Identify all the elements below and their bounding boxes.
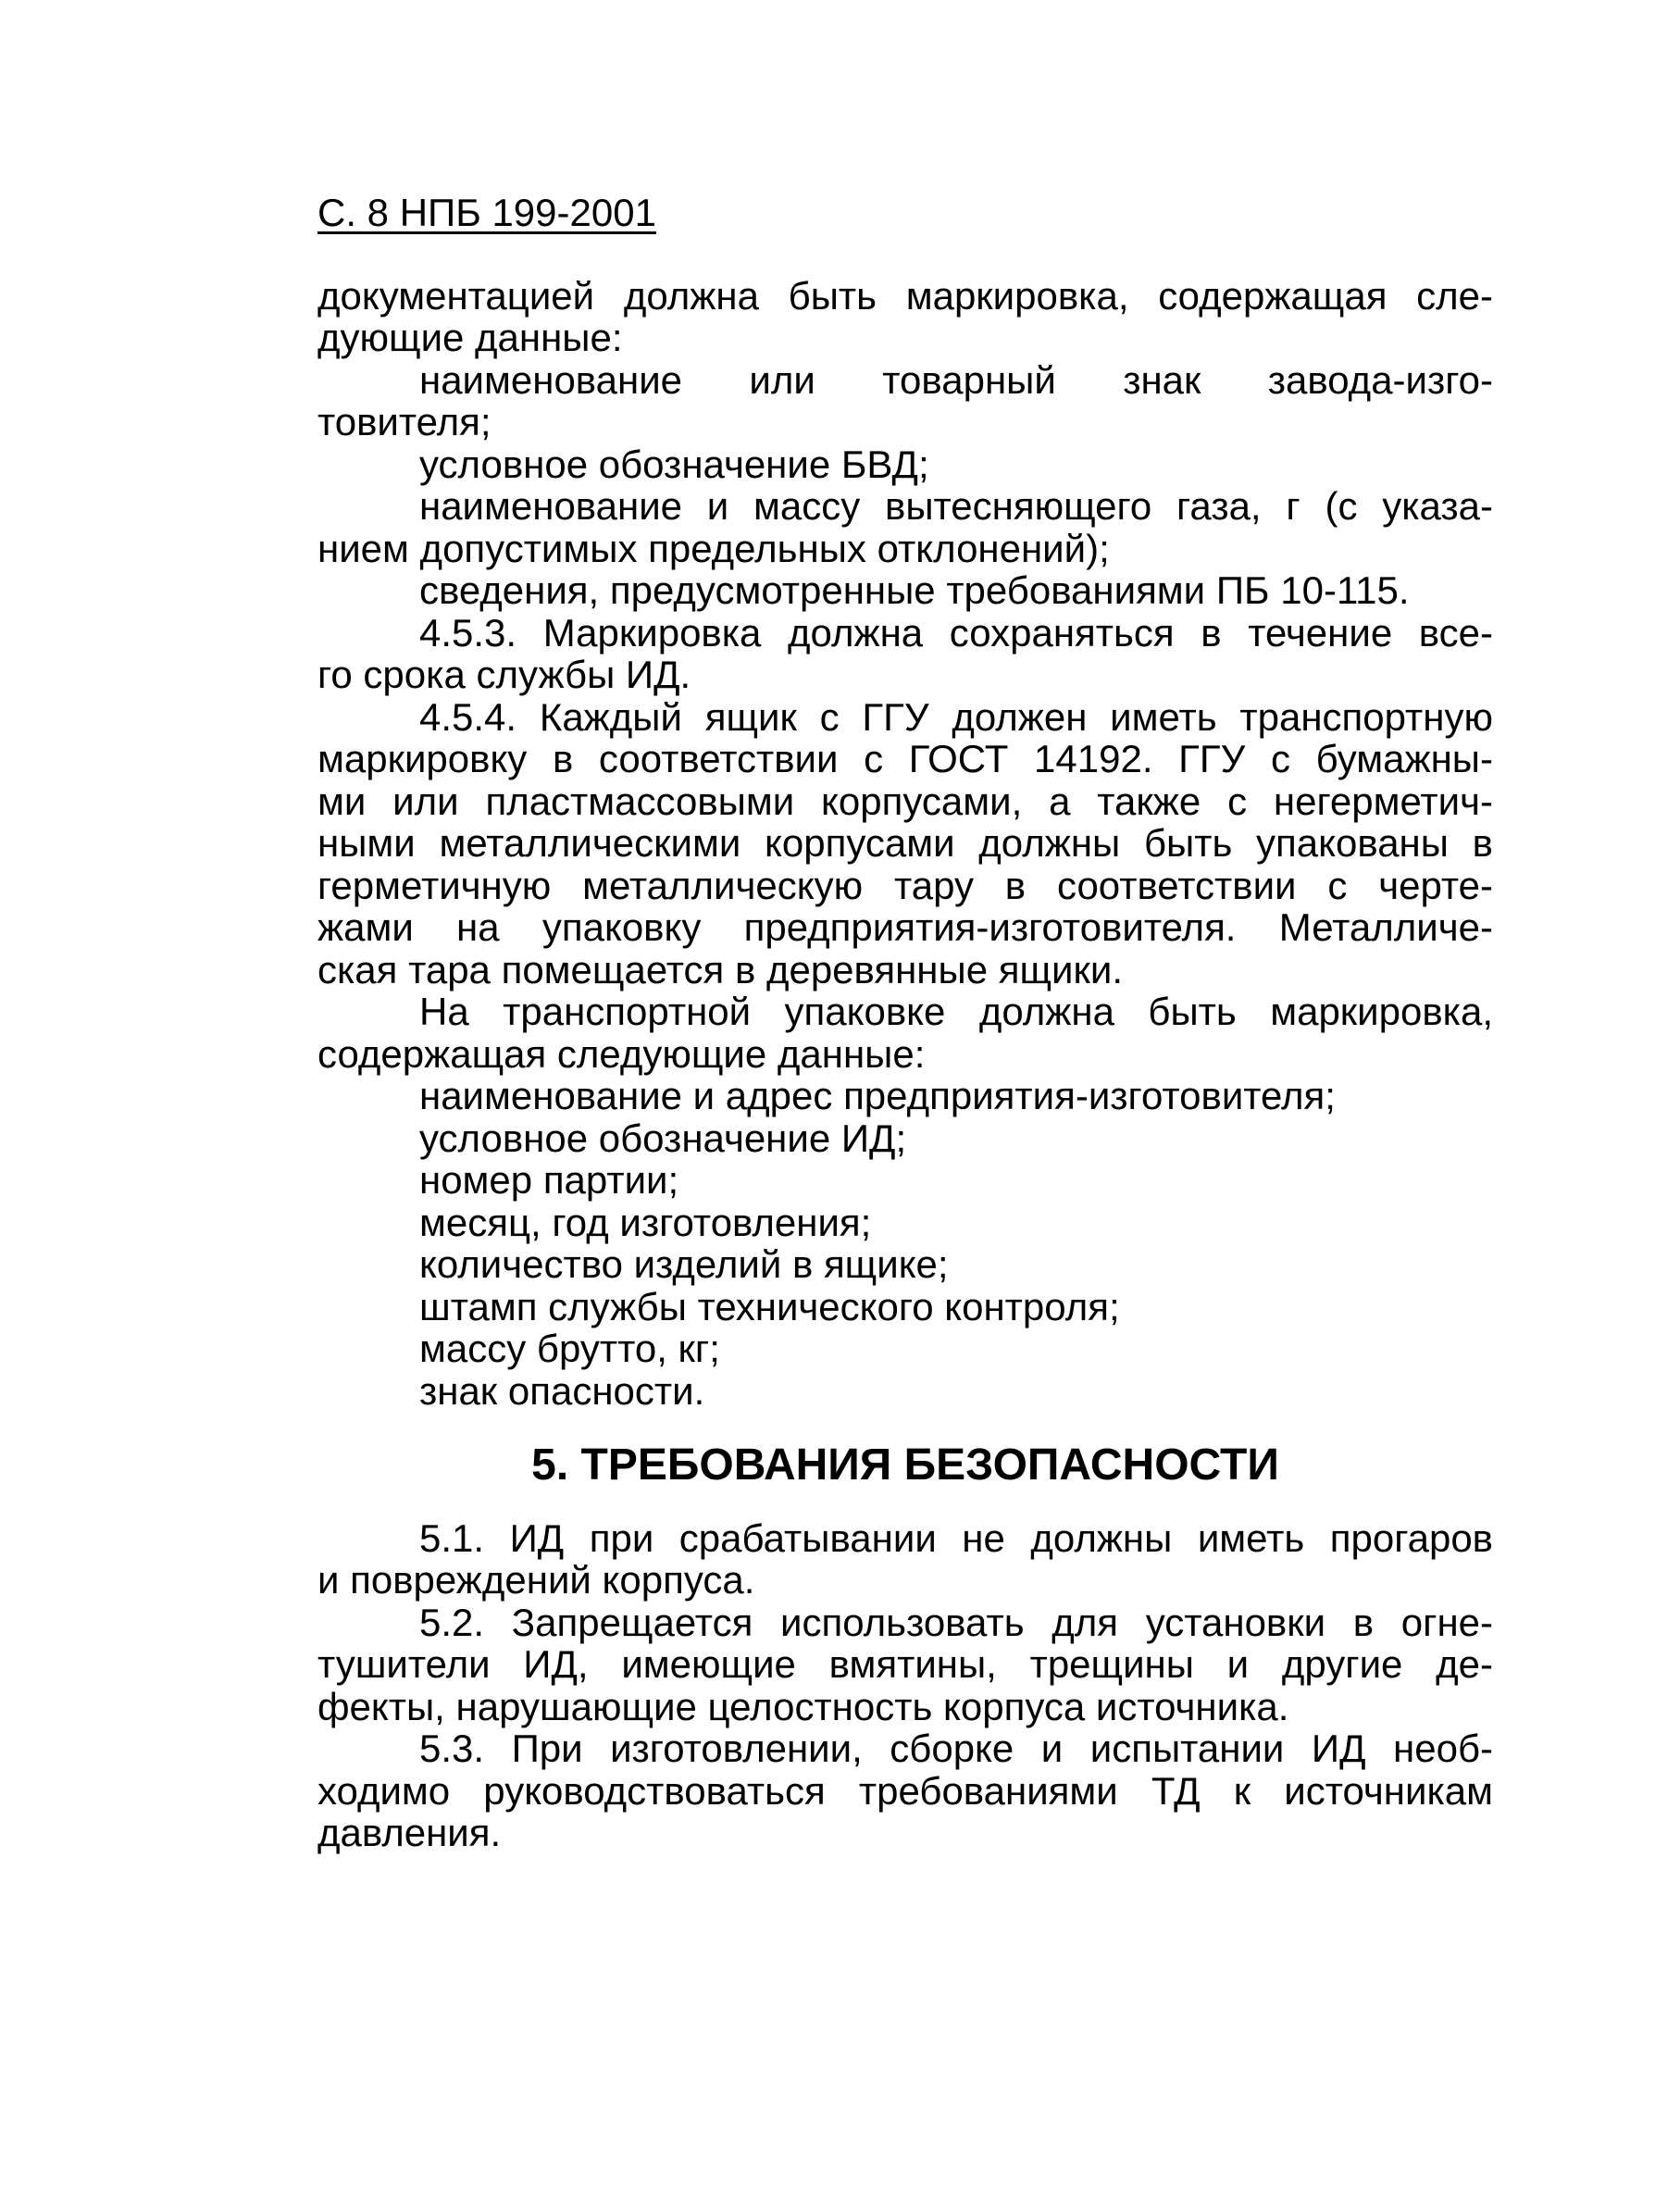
text-line: документацией должна быть маркировка, содержащая сле- — [317, 274, 1493, 318]
list-item: номер партии; — [419, 1158, 679, 1202]
paragraph-5-3: 5.3. При изготовлении, сборке и испытании ИД необ- — [419, 1727, 1493, 1770]
page-header: С. 8 НПБ 199-2001 — [317, 191, 656, 234]
list-item: штамп службы технического контроля; — [419, 1285, 1120, 1328]
list-item: месяц, год изготовления; — [419, 1201, 872, 1244]
text-line: го срока службы ИД. — [317, 653, 691, 696]
list-item: наименование или товарный знак завода-изго- — [419, 358, 1493, 402]
list-item: наименование и адрес предприятия-изготовителя; — [419, 1074, 1336, 1117]
text-line: дующие данные: — [317, 316, 623, 359]
text-line: ходимо руководствоваться требованиями ТД к источникам — [317, 1769, 1493, 1813]
list-item: условное обозначение БВД; — [419, 443, 929, 486]
list-item: знак опасности. — [419, 1369, 705, 1413]
text-line: герметичную металлическую тару в соответствии с черте- — [317, 864, 1493, 907]
list-item: наименование и массу вытесняющего газа, г (с указа- — [419, 484, 1493, 528]
paragraph-4-5-4: 4.5.4. Каждый ящик с ГГУ должен иметь транспортную — [419, 695, 1493, 739]
text-line: ская тара помещается в деревянные ящики. — [317, 948, 1123, 991]
text-line: жами на упаковку предприятия-изготовителя. Металличе- — [317, 905, 1493, 949]
list-item: количество изделий в ящике; — [419, 1242, 949, 1286]
paragraph-5-1: 5.1. ИД при срабатывании не должны иметь прогаров — [419, 1516, 1493, 1560]
list-item: сведения, предусмотренные требованиями ПБ 10-115. — [419, 568, 1410, 612]
paragraph-4-5-3: 4.5.3. Маркировка должна сохраняться в течение все- — [419, 611, 1493, 655]
text-line: давления. — [317, 1811, 502, 1854]
text-line: фекты, нарушающие целостность корпуса источника. — [317, 1685, 1289, 1728]
text-line: и повреждений корпуса. — [317, 1558, 755, 1602]
text-line: нием допустимых предельных отклонений); — [317, 527, 1110, 570]
paragraph-transport: На транспортной упаковке должна быть маркировка, — [419, 990, 1493, 1033]
text-line: маркировку в соответствии с ГОСТ 14192. ГГУ с бумажны- — [317, 737, 1493, 780]
section-title: 5. ТРЕБОВАНИЯ БЕЗОПАСНОСТИ — [531, 1440, 1279, 1490]
text-line: содержащая следующие данные: — [317, 1032, 926, 1076]
paragraph-5-2: 5.2. Запрещается использовать для установки в огне- — [419, 1601, 1493, 1644]
text-line: товителя; — [317, 400, 492, 443]
text-line: ными металлическими корпусами должны быть упакованы в — [317, 821, 1493, 865]
text-line: ми или пластмассовыми корпусами, а также с негерметич- — [317, 779, 1493, 823]
text-line: тушители ИД, имеющие вмятины, трещины и другие де- — [317, 1642, 1493, 1686]
list-item: массу брутто, кг; — [419, 1327, 720, 1370]
list-item: условное обозначение ИД; — [419, 1116, 907, 1160]
